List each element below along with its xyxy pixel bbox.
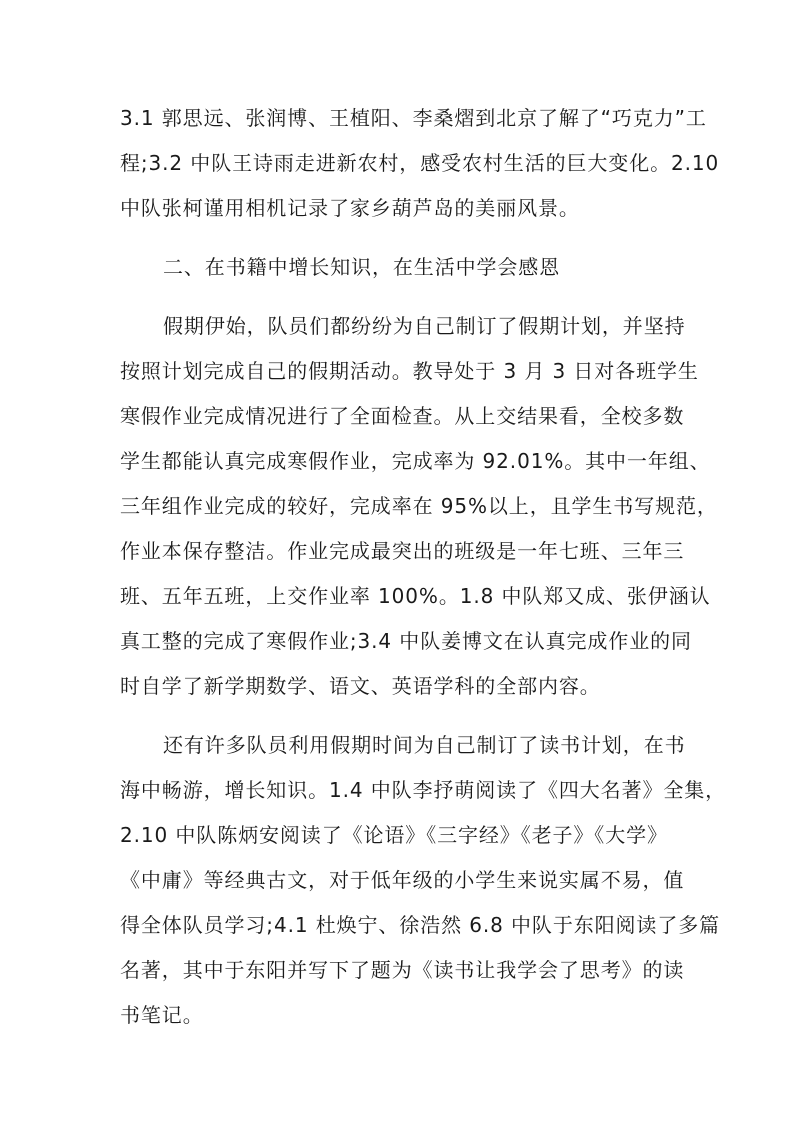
text-line: 名著，其中于东阳并写下了题为《读书让我学会了思考》的读 <box>120 958 685 982</box>
text-line: 寒假作业完成情况进行了全面检查。从上交结果看，全校多数 <box>120 404 685 428</box>
paragraph-homework-check <box>120 304 718 709</box>
text-line: 真工整的完成了寒假作业;3.4 中队姜博文在认真完成作业的同 <box>120 629 692 653</box>
text-line: 程;3.2 中队王诗雨走进新农村，感受农村生活的巨大变化。2.10 <box>120 151 720 175</box>
text-line: 3.1 郭思远、张润博、王植阳、李桑熠到北京了解了“巧克力”工 <box>120 106 707 130</box>
document-page <box>120 96 727 1038</box>
paragraph-activities-continued <box>120 96 720 231</box>
text-line: 学生都能认真完成寒假作业，完成率为 92.01%。其中一年组、 <box>120 449 711 473</box>
text-line: 时自学了新学期数学、语文、英语学科的全部内容。 <box>120 674 601 698</box>
text-line: 班、五年五班，上交作业率 100%。1.8 中队郑又成、张伊涵认 <box>120 584 711 608</box>
text-line: 得全体队员学习;4.1 杜焕宁、徐浩然 6.8 中队于东阳阅读了多篇 <box>120 913 721 937</box>
section-heading: 二、在书籍中增长知识，在生活中学会感恩 <box>163 255 561 279</box>
text-line: 三年组作业完成的较好，完成率在 95%以上，且学生书写规范， <box>120 494 718 518</box>
text-line: 海中畅游，增长知识。1.4 中队李抒萌阅读了《四大名著》全集， <box>120 778 727 802</box>
text-line: 作业本保存整洁。作业完成最突出的班级是一年七班、三年三 <box>120 539 685 563</box>
text-line: 按照计划完成自己的假期活动。教导处于 3 月 3 日对各班学生 <box>120 359 699 383</box>
paragraph-reading-plan <box>120 723 727 1038</box>
text-line: 中队张柯谨用相机记录了家乡葫芦岛的美丽风景。 <box>120 196 580 220</box>
text-line: 还有许多队员利用假期时间为自己制订了读书计划，在书 <box>163 733 686 757</box>
text-line: 《中庸》等经典古文，对于低年级的小学生来说实属不易，值 <box>120 868 685 892</box>
text-line: 书笔记。 <box>120 1003 204 1027</box>
text-line: 2.10 中队陈炳安阅读了《论语》《三字经》《老子》《大学》 <box>120 823 668 847</box>
text-line: 假期伊始，队员们都纷纷为自己制订了假期计划，并坚持 <box>163 314 686 338</box>
